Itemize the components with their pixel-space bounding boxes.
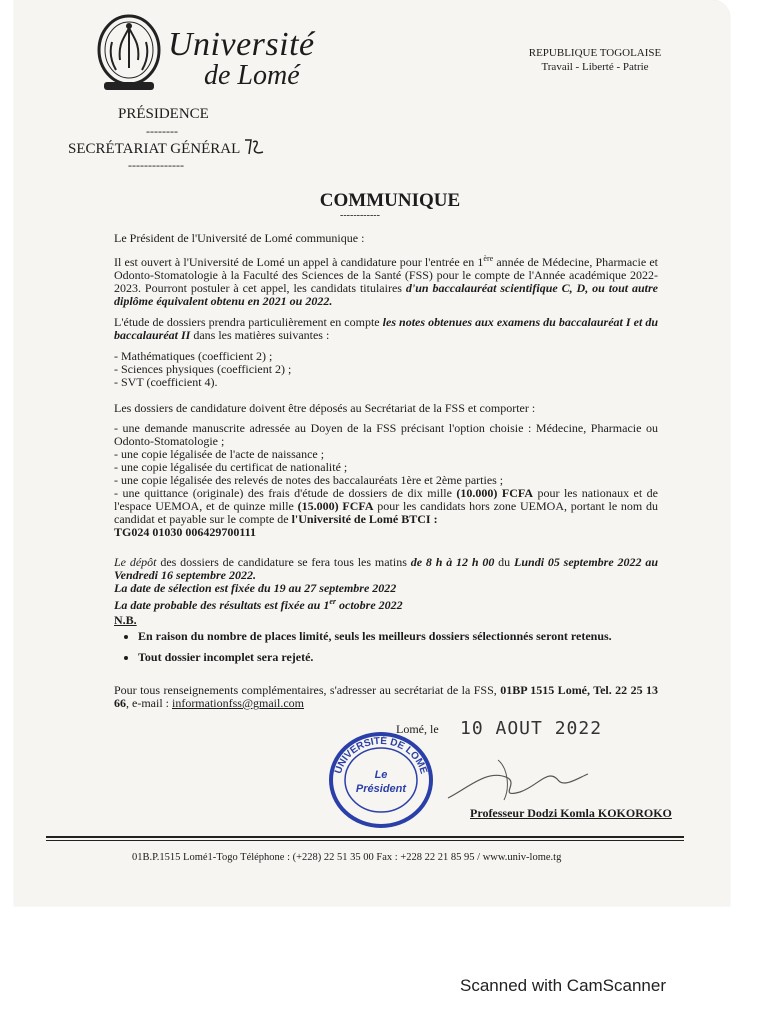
title-divider: ------------ bbox=[340, 210, 380, 221]
footer-address: 01B.P.1515 Lomé1-Togo Téléphone : (+228) 22 51 35 00 Fax : +228 22 21 85 95 / bbox=[132, 852, 483, 863]
contact-text-2: , e-mail : bbox=[126, 696, 172, 710]
place-label: Lomé, le bbox=[396, 722, 439, 736]
university-name-line1: Université bbox=[168, 26, 315, 63]
document-item: - une demande manuscrite adressée au Doyen de la FSS précisant l'option choisie : Médecine, Pharmacie ou Odonto-Stomatologie ; bbox=[114, 421, 658, 448]
subject-item: - Sciences physiques (coefficient 2) ; bbox=[114, 362, 292, 376]
fee-amount-2: (15.000) FCFA bbox=[297, 499, 374, 513]
contact-address: 01BP 1515 Lomé, Tel. 22 25 13 66 bbox=[114, 683, 659, 710]
selection-date: La date de sélection est fixée du 19 au 27 septembre 2022 bbox=[114, 581, 397, 595]
fee-account-label: l'Université de Lomé BTCI : bbox=[291, 512, 438, 526]
document-item: - une copie légalisée des relevés de notes des baccalauréats 1ère et 2ème parties ; bbox=[114, 473, 504, 487]
fee-item bbox=[114, 487, 658, 526]
fee-text-3: pour les candidats hors zone UEMOA, portant le nom du candidat et payable sur le compte de bbox=[114, 499, 658, 526]
intro-paragraph: Le Président de l'Université de Lomé communique : bbox=[114, 231, 365, 245]
p1-emphasis: d'un baccalauréat scientifique C, D, ou tout autre diplôme équivalent obtenu en 2021 ou 2022. bbox=[114, 281, 658, 308]
p2-text-1: L'étude de dossiers prendra particulièrement en compte bbox=[114, 315, 383, 329]
signature-icon bbox=[438, 748, 598, 808]
nb-list bbox=[114, 630, 658, 672]
initials-mark-icon bbox=[243, 138, 273, 156]
document-item: - une copie légalisée du certificat de nationalité ; bbox=[114, 460, 348, 474]
announcement-paragraph bbox=[114, 252, 658, 308]
results-superscript: er bbox=[329, 597, 336, 606]
subjects-list bbox=[114, 350, 658, 389]
footer-contact bbox=[132, 852, 692, 863]
deposit-text-1: Le dépôt bbox=[114, 555, 157, 569]
document-title: COMMUNIQUE bbox=[319, 190, 461, 211]
republic-block bbox=[500, 46, 690, 74]
date-stamp: 10 AOUT 2022 bbox=[460, 718, 603, 739]
nb-item: • En raison du nombre de places limité, seuls les meilleurs dossiers sélectionnés seront retenus. bbox=[138, 630, 658, 643]
university-name-line2: de Lomé bbox=[204, 60, 300, 91]
p1-text-1: Il est ouvert à l'Université de Lomé un appel à candidature pour l'entrée en 1 bbox=[114, 255, 484, 269]
deposit-text-2: des dossiers de candidature se fera tous les matins bbox=[156, 555, 411, 569]
subject-item: - Mathématiques (coefficient 2) ; bbox=[114, 349, 273, 363]
p2-text-2: dans les matières suivantes : bbox=[190, 328, 330, 342]
evaluation-paragraph bbox=[114, 316, 658, 342]
deposit-dates: Lundi 05 septembre 2022 au Vendredi 16 septembre 2022. bbox=[114, 555, 658, 582]
fee-amount-1: (10.000) FCFA bbox=[456, 486, 533, 500]
footer-website-link[interactable]: www.univ-lome.tg bbox=[482, 852, 562, 863]
p2-emphasis: les notes obtenues aux examens du baccalauréat I et du baccalauréat II bbox=[114, 315, 658, 342]
secretariat-divider: -------------- bbox=[128, 158, 184, 172]
subject-item: - SVT (coefficient 4). bbox=[114, 375, 218, 389]
contact-text-1: Pour tous renseignements complémentaires, s'adresser au secrétariat de la FSS, bbox=[114, 683, 501, 697]
contact-email-link[interactable]: informationfss@gmail.com bbox=[171, 696, 305, 710]
secretariat-heading bbox=[68, 138, 273, 158]
results-date bbox=[114, 595, 658, 612]
republic-name: REPUBLIQUE TOGOLAISE bbox=[528, 47, 662, 59]
university-emblem-icon bbox=[96, 12, 162, 96]
presidence-divider: -------- bbox=[146, 124, 178, 138]
footer-rule bbox=[46, 836, 684, 838]
republic-motto: Travail - Liberté - Patrie bbox=[541, 61, 649, 73]
results-text-1: La date probable des résultats est fixée au 1 bbox=[114, 598, 330, 612]
footer-rule-thin bbox=[46, 840, 684, 841]
fee-text-1: - une quittance (originale) des frais d'étude de dossiers de dix mille bbox=[114, 486, 457, 500]
nb-item: • Tout dossier incomplet sera rejeté. bbox=[138, 651, 658, 664]
results-text-2: octobre 2022 bbox=[336, 598, 403, 612]
deposit-paragraph bbox=[114, 556, 658, 612]
contact-paragraph bbox=[114, 684, 658, 710]
documents-intro: Les dossiers de candidature doivent être déposés au Secrétariat de la FSS et comporter : bbox=[114, 401, 536, 415]
stamp-ring-path: UNIVERSITÉ DE LOMÉ bbox=[333, 735, 429, 776]
secretariat-label: SECRÉTARIAT GÉNÉRAL bbox=[68, 141, 240, 157]
signatory-name: Professeur Dodzi Komla KOKOROKO bbox=[470, 806, 672, 820]
scanner-watermark: Scanned with CamScanner bbox=[460, 976, 667, 995]
stamp-center-line2: Président bbox=[355, 783, 407, 795]
bank-account-number: TG024 01030 006429700111 bbox=[114, 525, 257, 539]
official-stamp-icon bbox=[326, 730, 436, 830]
fee-text-2: pour les nationaux et de l'espace UEMOA, et de quinze mille bbox=[114, 486, 659, 513]
stamp-center-line1: Le bbox=[374, 769, 388, 781]
deposit-hours: de 8 h à 12 h 00 bbox=[410, 555, 495, 569]
nb-label: N.B. bbox=[114, 613, 137, 627]
document-item: - une copie légalisée de l'acte de naissance ; bbox=[114, 447, 325, 461]
deposit-text-3: du bbox=[494, 555, 515, 569]
p1-text-2: année de Médecine, Pharmacie et Odonto-Stomatologie à la Faculté des Sciences de la Santé (FSS) pour le compte de l'Année académique 2022-2023. Pourront postuler à cet appel, les candidats titulaires bbox=[114, 255, 658, 295]
documents-list bbox=[114, 422, 658, 539]
p1-superscript: ère bbox=[483, 254, 494, 263]
presidence-heading: PRÉSIDENCE bbox=[118, 106, 209, 122]
